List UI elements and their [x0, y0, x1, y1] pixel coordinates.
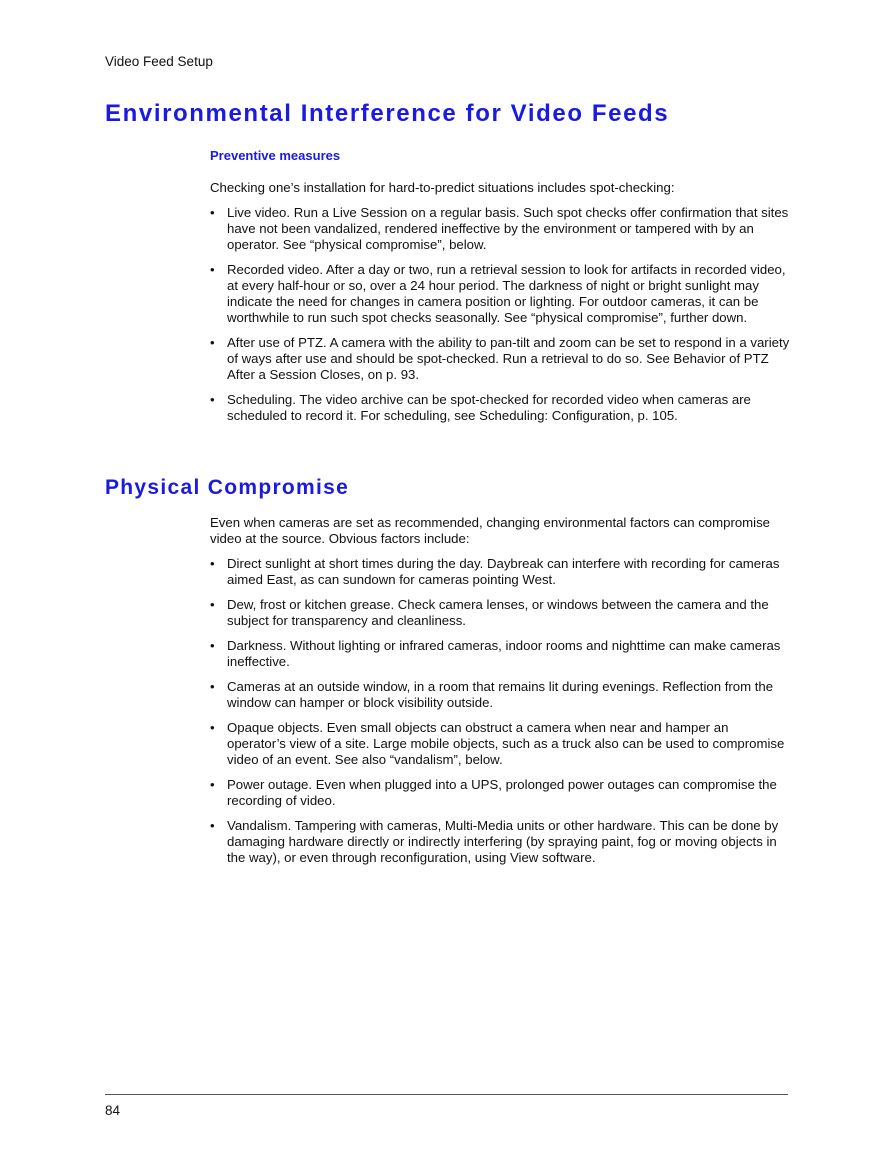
list-item — [210, 556, 790, 588]
list-item — [210, 262, 790, 326]
section-title-physical-compromise: Physical Compromise — [105, 476, 350, 499]
bullet-icon: • — [210, 392, 215, 407]
bullet-icon: • — [210, 720, 215, 735]
list-item-text: Recorded video. After a day or two, run a retrieval session to look for artifacts in recorded video, at every half-hour or so, over a 24 hour period. The darkness of night or bright sunlight may indicate the need for changes in camera position or lighting. For outdoor cameras, it can be worthwhile to run such spot checks seasonally. See “physical compromise”, further down. — [227, 262, 786, 325]
list-item — [210, 720, 790, 768]
footer-divider — [105, 1094, 788, 1095]
bullet-icon: • — [210, 335, 215, 350]
section1-body — [210, 180, 790, 433]
list-item-text: After use of PTZ. A camera with the ability to pan-tilt and zoom can be set to respond in a variety of ways after use and should be spot-checked. Run a retrieval to do so. See Behavior of PTZ After a Session Closes, on p. 93. — [227, 335, 790, 382]
list-item-text: Live video. Run a Live Session on a regular basis. Such spot checks offer confirmation that sites have not been vandalized, rendered ineffective by the environment or tampered with by an operator. See “physical compromise”, below. — [227, 205, 789, 252]
list-item-text: Power outage. Even when plugged into a UPS, prolonged power outages can compromise the recording of video. — [227, 777, 777, 808]
bullet-icon: • — [210, 262, 215, 277]
list-item-text: Opaque objects. Even small objects can obstruct a camera when near and hamper an operator’s view of a site. Large mobile objects, such as a truck also can be used to compromise video of an event. See also “vandalism”, below. — [227, 720, 785, 767]
bullet-icon: • — [210, 818, 215, 833]
list-item — [210, 638, 790, 670]
bullet-icon: • — [210, 679, 215, 694]
list-item-text: Direct sunlight at short times during the day. Daybreak can interfere with recording for cameras aimed East, as can sundown for cameras pointing West. — [227, 556, 780, 587]
section2-body — [210, 515, 790, 875]
bullet-icon: • — [210, 638, 215, 653]
list-item — [210, 335, 790, 383]
list-item — [210, 818, 790, 866]
bullet-icon: • — [210, 205, 215, 220]
bullet-icon: • — [210, 597, 215, 612]
section1-bullet-list — [210, 205, 790, 424]
list-item — [210, 205, 790, 253]
list-item-text: Cameras at an outside window, in a room that remains lit during evenings. Reflection from the window can hamper or block visibility outside. — [227, 679, 774, 710]
list-item — [210, 392, 790, 424]
list-item-text: Dew, frost or kitchen grease. Check camera lenses, or windows between the camera and the subject for transparency and cleanliness. — [227, 597, 769, 628]
running-header: Video Feed Setup — [105, 54, 213, 69]
list-item-text: Darkness. Without lighting or infrared cameras, indoor rooms and nighttime can make cameras ineffective. — [227, 638, 781, 669]
bullet-icon: • — [210, 777, 215, 792]
list-item — [210, 597, 790, 629]
subheading-preventive-measures: Preventive measures — [210, 148, 341, 163]
section1-intro: Checking one’s installation for hard-to-predict situations includes spot-checking: — [210, 180, 675, 195]
section2-bullet-list — [210, 556, 790, 866]
section-title-environmental-interference: Environmental Interference for Video Feeds — [105, 100, 670, 127]
page-number: 84 — [105, 1103, 121, 1118]
list-item — [210, 777, 790, 809]
section2-intro: Even when cameras are set as recommended, changing environmental factors can compromise video at the source. Obvious factors include: — [210, 515, 771, 546]
bullet-icon: • — [210, 556, 215, 571]
list-item — [210, 679, 790, 711]
list-item-text: Scheduling. The video archive can be spot-checked for recorded video when cameras are scheduled to record it. For scheduling, see Scheduling: Configuration, p. 105. — [227, 392, 751, 423]
list-item-text: Vandalism. Tampering with cameras, Multi-Media units or other hardware. This can be done by damaging hardware directly or indirectly interfering (by spraying paint, fog or moving objects in the way), or even through reconfiguration, using View software. — [227, 818, 779, 865]
